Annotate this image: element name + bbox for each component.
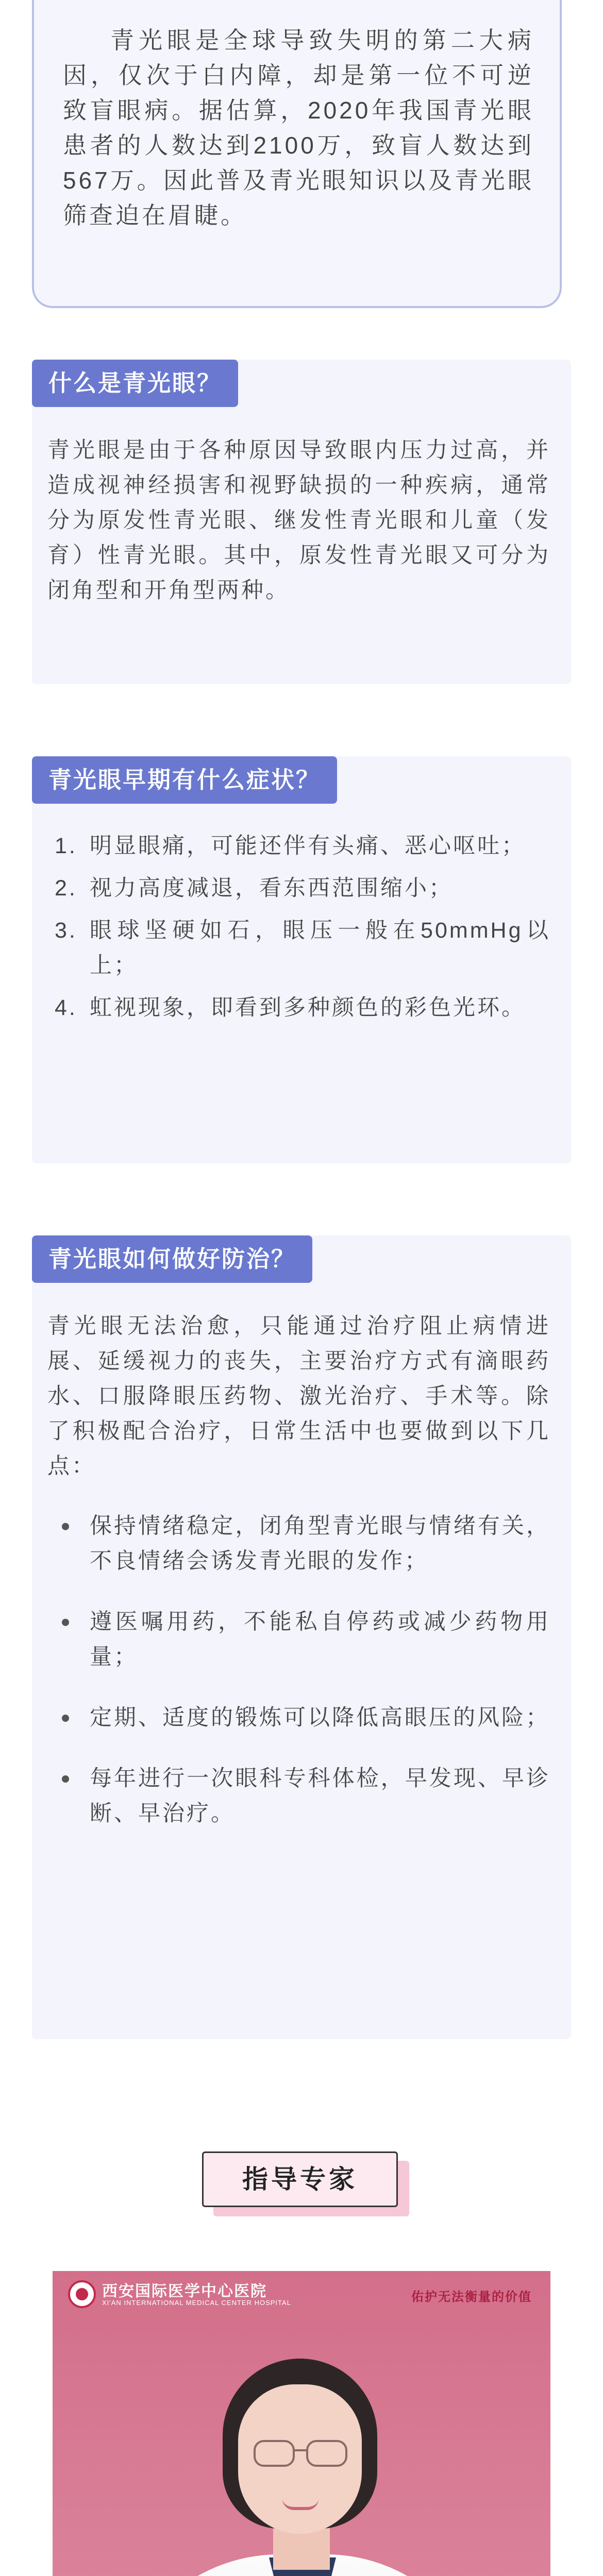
list-item <box>47 913 550 983</box>
list-item <box>47 1604 550 1674</box>
section-body: 青光眼是由于各种原因导致眼内压力过高，并造成视神经损害和视野缺损的一种疾病，通常分为原发性青光眼、继发性青光眼和儿童（发育）性青光眼。其中，原发性青光眼又可分为闭角型和开角型两种。 <box>47 438 550 603</box>
section-body: 青光眼无法治愈，只能通过治疗阻止病情进展、延缓视力的丧失，主要治疗方式有滴眼药水、口服降眼压药物、激光治疗、手术等。除了积极配合治疗，日常生活中也要做到以下几点： <box>47 1314 550 1479</box>
hospital-english-name: XI'AN INTERNATIONAL MEDICAL CENTER HOSPITAL <box>102 2299 291 2307</box>
item-number: 1. <box>55 834 77 858</box>
hospital-slogan: 佑护无法衡量的价值 <box>411 2290 532 2304</box>
section-symptoms <box>32 756 571 1163</box>
glasses-bridge <box>295 2449 306 2451</box>
item-text: 明显眼痛，可能还伴有头痛、恶心呕吐； <box>90 834 526 858</box>
hospital-name: 西安国际医学中心医院 <box>102 2283 267 2300</box>
section-heading: 青光眼如何做好防治？ <box>32 1235 312 1283</box>
item-number: 3. <box>55 918 77 943</box>
item-text: 虹视现象，即看到多种颜色的彩色光环。 <box>90 995 526 1020</box>
glasses-right <box>306 2440 347 2467</box>
list-item <box>47 1509 550 1579</box>
item-text: 每年进行一次眼科专科体检，早发现、早诊断、早治疗。 <box>90 1766 550 1826</box>
section-content <box>47 1309 550 1857</box>
intro-text: 青光眼是全球导致失明的第二大病因，仅次于白内障，却是第一位不可逆致盲眼病。据估算，2020年我国青光眼患者的人数达到2100万，致盲人数达到567万。因此普及青光眼知识以及青光眼筛查迫在眉睫。 <box>63 27 534 229</box>
section-heading: 青光眼早期有什么症状？ <box>32 756 337 804</box>
bullet-icon <box>62 1619 69 1626</box>
doctor-photo <box>53 2328 550 2576</box>
expert-title: 指导专家 <box>202 2151 398 2207</box>
list-item <box>47 828 550 863</box>
section-heading: 什么是青光眼？ <box>32 360 238 407</box>
glasses-left <box>254 2440 295 2467</box>
bullet-icon <box>62 1715 69 1722</box>
bullet-icon <box>62 1523 69 1530</box>
item-text: 保持情绪稳定，闭角型青光眼与情绪有关，不良情绪会诱发青光眼的发作； <box>90 1514 550 1573</box>
section-prevention <box>32 1235 571 2039</box>
item-number: 2. <box>55 876 77 901</box>
expert-title-block <box>202 2151 407 2215</box>
list-item <box>47 871 550 906</box>
prevention-list <box>47 1509 550 1831</box>
list-item <box>47 990 550 1025</box>
item-text: 定期、适度的锻炼可以降低高眼压的风险； <box>90 1705 550 1730</box>
smile <box>282 2499 319 2510</box>
poster-header <box>53 2271 550 2317</box>
list-item <box>47 1761 550 1831</box>
bullet-icon <box>62 1775 69 1783</box>
item-text: 眼球坚硬如石，眼压一般在50mmHg以上； <box>90 918 550 978</box>
item-number: 4. <box>55 995 77 1020</box>
item-text: 遵医嘱用药，不能私自停药或减少药物用量； <box>90 1609 550 1669</box>
list-item <box>47 1700 550 1735</box>
section-what-is <box>32 360 571 684</box>
doctor-poster <box>53 2271 550 2576</box>
hospital-logo-icon <box>68 2280 96 2308</box>
item-text: 视力高度减退，看东西范围缩小； <box>90 876 453 901</box>
symptom-list <box>47 828 550 1032</box>
intro-box <box>32 0 562 308</box>
